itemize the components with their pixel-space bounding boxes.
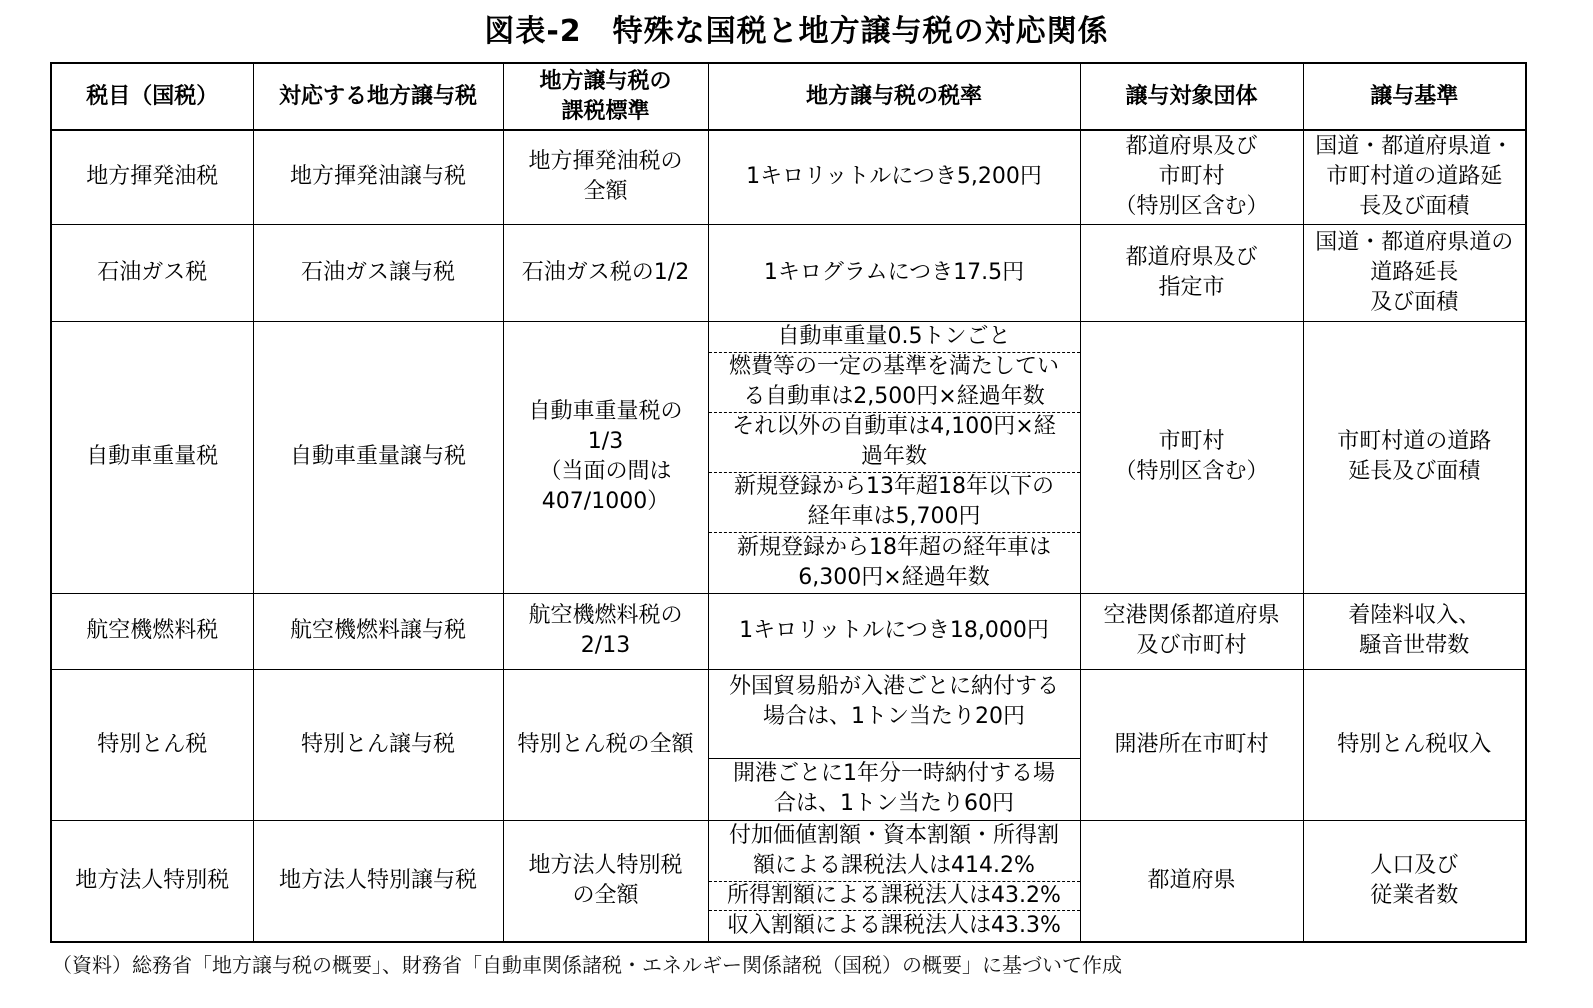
- rate-item: 1キロリットルにつき18,000円: [739, 618, 1049, 643]
- national-tax-cell: 地方法人特別税: [51, 820, 253, 942]
- criteria-cell: 着陸料収入、 騒音世帯数: [1303, 593, 1526, 669]
- tax-base-cell: 地方法人特別税 の全額: [503, 820, 708, 942]
- transfer-tax-cell: 航空機燃料譲与税: [253, 593, 503, 669]
- tax-rate-cell: [708, 130, 1080, 224]
- rate-item: 新規登録から13年超18年以下の 経年車は5,700円: [709, 472, 1080, 532]
- source-note: （資料）総務省「地方譲与税の概要」、財務省「自動車関係諸税・エネルギー関係諸税（国税）の概要」に基づいて作成: [52, 953, 1122, 977]
- tax-rate-cell: [708, 820, 1080, 942]
- recipients-cell: 都道府県: [1080, 820, 1303, 942]
- header-tax-rate: 地方譲与税の税率: [708, 63, 1080, 130]
- national-tax-cell: 自動車重量税: [51, 321, 253, 593]
- table-row: [51, 224, 1526, 321]
- criteria-cell: 人口及び 従業者数: [1303, 820, 1526, 942]
- criteria-cell: 国道・都道府県道の 道路延長 及び面積: [1303, 224, 1526, 321]
- tax-base-cell: 自動車重量税の 1/3 （当面の間は 407/1000）: [503, 321, 708, 593]
- rate-item: それ以外の自動車は4,100円×経 過年数: [709, 412, 1080, 472]
- tax-rate-cell: [708, 321, 1080, 593]
- criteria-cell: 国道・都道府県道・ 市町村道の道路延 長及び面積: [1303, 130, 1526, 224]
- transfer-tax-cell: 自動車重量譲与税: [253, 321, 503, 593]
- figure-title: 図表-2 特殊な国税と地方譲与税の対応関係: [484, 14, 1109, 49]
- recipients-cell: 開港所在市町村: [1080, 669, 1303, 820]
- header-transfer-tax: 対応する地方譲与税: [253, 63, 503, 130]
- national-tax-cell: 特別とん税: [51, 669, 253, 820]
- rate-item: 外国貿易船が入港ごとに納付する 場合は、1トン当たり20円: [728, 673, 1059, 729]
- table-row: [51, 321, 1526, 593]
- tax-rate-cell: [708, 593, 1080, 669]
- header-national-tax: 税目（国税）: [51, 63, 253, 130]
- recipients-cell: 都道府県及び 指定市: [1080, 224, 1303, 321]
- rate-item: 所得割額による課税法人は43.2%: [709, 881, 1080, 910]
- rate-item: 収入割額による課税法人は43.3%: [709, 910, 1080, 941]
- rate-item: 自動車重量0.5トンごと: [777, 323, 1011, 349]
- criteria-cell: 市町村道の道路 延長及び面積: [1303, 321, 1526, 593]
- criteria-cell: 特別とん税収入: [1303, 669, 1526, 820]
- table-row: [51, 820, 1526, 942]
- table-row: [51, 130, 1526, 224]
- recipients-cell: 都道府県及び 市町村 （特別区含む）: [1080, 130, 1303, 224]
- rate-item: 開港ごとに1年分一時納付する場 合は、1トン当たり60円: [709, 758, 1080, 820]
- header-tax-base: 地方譲与税の 課税標準: [503, 63, 708, 130]
- tax-rate-cell: [708, 224, 1080, 321]
- transfer-tax-cell: 石油ガス譲与税: [253, 224, 503, 321]
- transfer-tax-cell: 特別とん譲与税: [253, 669, 503, 820]
- recipients-cell: 空港関係都道府県 及び市町村: [1080, 593, 1303, 669]
- tax-base-cell: 地方揮発油税の 全額: [503, 130, 708, 224]
- national-tax-cell: 地方揮発油税: [51, 130, 253, 224]
- table-row: [51, 593, 1526, 669]
- tax-base-cell: 航空機燃料税の 2/13: [503, 593, 708, 669]
- transfer-tax-cell: 地方揮発油譲与税: [253, 130, 503, 224]
- tax-base-cell: 特別とん税の全額: [503, 669, 708, 820]
- national-tax-cell: 航空機燃料税: [51, 593, 253, 669]
- header-criteria: 譲与基準: [1303, 63, 1526, 130]
- tax-rate-cell: [708, 669, 1080, 820]
- national-tax-cell: 石油ガス税: [51, 224, 253, 321]
- rate-item: 1キログラムにつき17.5円: [763, 259, 1025, 285]
- table-header-row: [51, 63, 1526, 130]
- rate-item: 1キロリットルにつき5,200円: [746, 164, 1042, 190]
- table-row: [51, 669, 1526, 820]
- header-recipients: 譲与対象団体: [1080, 63, 1303, 130]
- recipients-cell: 市町村 （特別区含む）: [1080, 321, 1303, 593]
- tax-correspondence-table: [50, 62, 1527, 943]
- rate-item: 新規登録から18年超の経年車は 6,300円×経過年数: [709, 532, 1080, 593]
- rate-item: 付加価値割額・資本割額・所得割 額による課税法人は414.2%: [728, 822, 1059, 878]
- tax-base-cell: 石油ガス税の1/2: [503, 224, 708, 321]
- transfer-tax-cell: 地方法人特別譲与税: [253, 820, 503, 942]
- rate-item: 燃費等の一定の基準を満たしてい る自動車は2,500円×経過年数: [709, 352, 1080, 412]
